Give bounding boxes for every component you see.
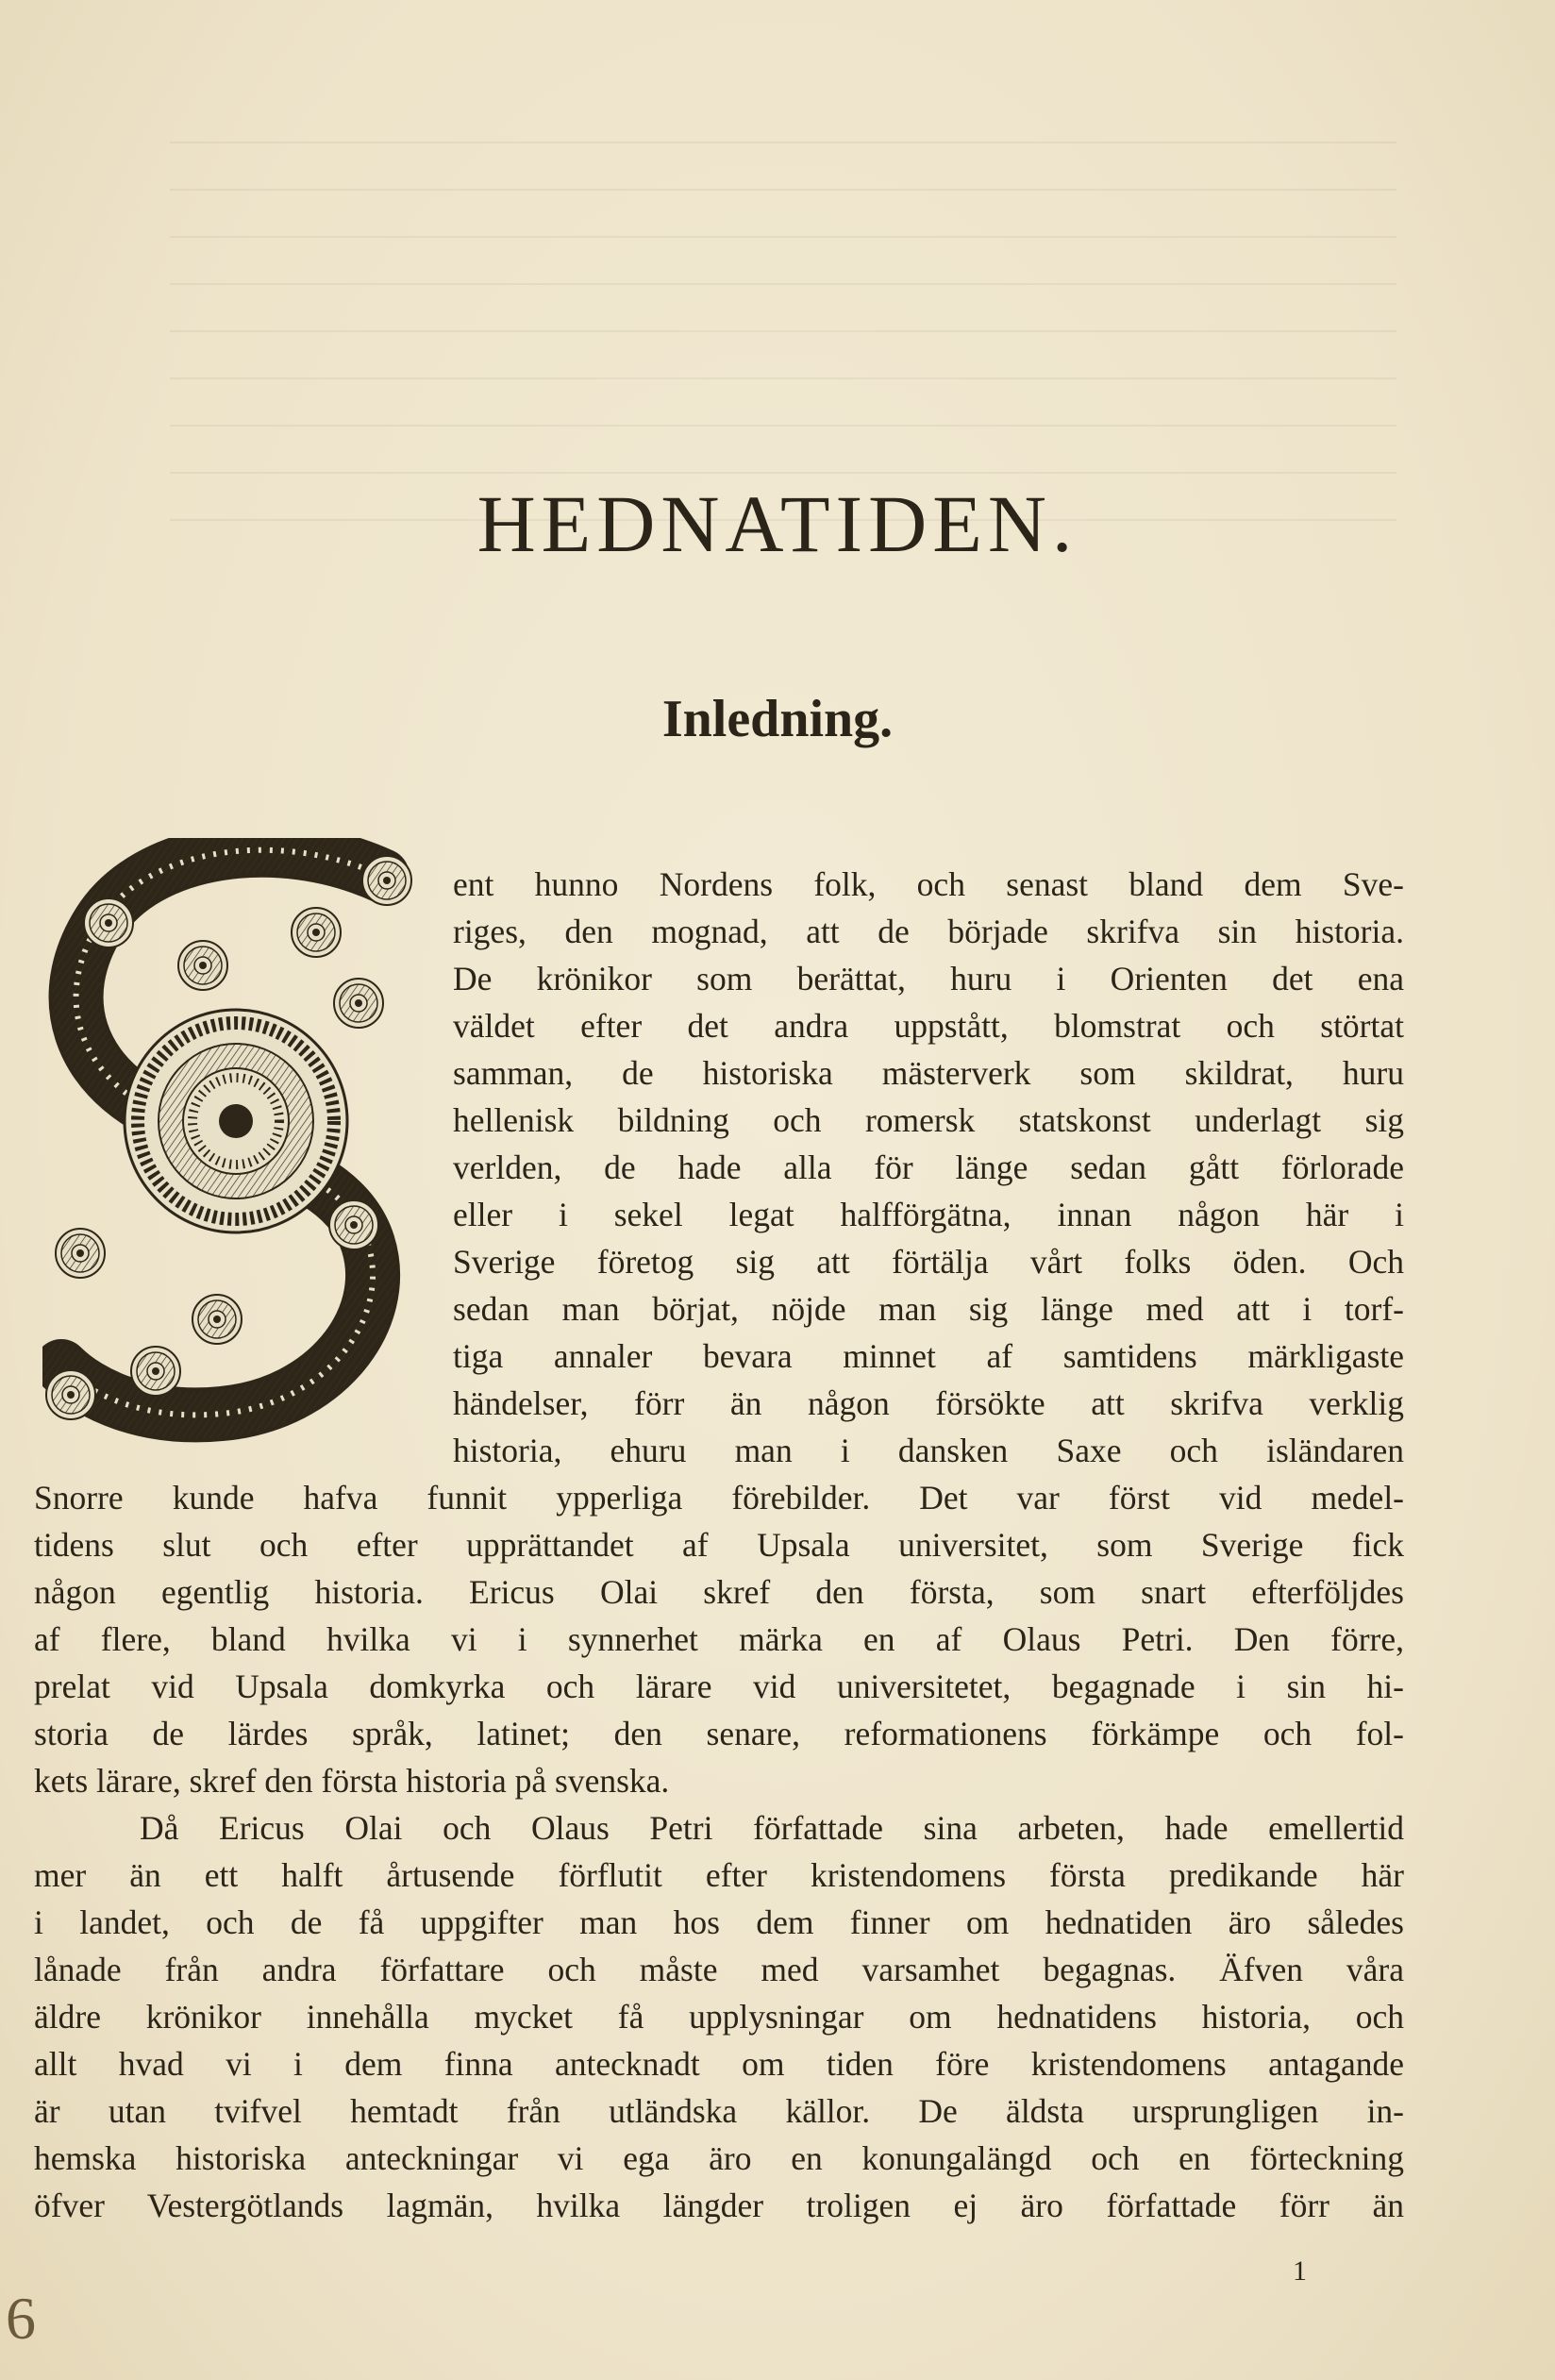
text-line: i landet, och de få uppgifter man hos dem finner om hednatiden äro således: [34, 1903, 1404, 1941]
chapter-title: HEDNATIDEN.: [477, 478, 1078, 569]
text-line: lånade från andra författare och måste med varsamhet begagnas. Äfven våra: [34, 1951, 1404, 1988]
text-line: mer än ett halft årtusende förflutit efter kristendomens första predikande här: [34, 1856, 1404, 1894]
text-line: prelat vid Upsala domkyrka och lärare vid universitetet, begagnade i sin hi-: [34, 1668, 1404, 1705]
text-line: Då Ericus Olai och Olaus Petri författade sina arbeten, hade emellertid: [140, 1809, 1404, 1847]
page-number: 1: [1293, 2255, 1307, 2287]
margin-mark: 6: [6, 2285, 36, 2352]
text-line: händelser, förr än någon försökte att skrifva verklig: [453, 1384, 1404, 1422]
text-line: ent hunno Nordens folk, och senast bland dem Sve-: [453, 865, 1404, 903]
text-line: De krönikor som berättat, huru i Orienten det ena: [453, 960, 1404, 997]
text-line: är utan tvifvel hemtadt från utländska källor. De äldsta ursprungligen in-: [34, 2092, 1404, 2130]
text-line: hemska historiska anteckningar vi ega äro en konungalängd och en förteckning: [34, 2139, 1404, 2177]
text-line: hellenisk bildning och romersk statskonst underlagt sig: [453, 1101, 1404, 1139]
text-line: eller i sekel legat halfförgätna, innan någon här i: [453, 1196, 1404, 1233]
text-line: riges, den mognad, att de började skrifva sin historia.: [453, 913, 1404, 950]
text-line: sedan man börjat, nöjde man sig länge med att i torf-: [453, 1290, 1404, 1328]
text-line: tiga annaler bevara minnet af samtidens märkligaste: [453, 1337, 1404, 1375]
paragraph-2: [34, 1804, 1404, 2229]
ornamental-initial-s: [42, 838, 429, 1451]
paragraph-1-intro: [453, 861, 1404, 1474]
paragraph-1-continued: [34, 1474, 1404, 1804]
text-line: någon egentlig historia. Ericus Olai skref den första, som snart efterföljdes: [34, 1573, 1404, 1611]
text-line: tidens slut och efter upprättandet af Upsala universitet, som Sverige fick: [34, 1526, 1404, 1564]
text-line: storia de lärdes språk, latinet; den senare, reformationens förkämpe och fol-: [34, 1715, 1404, 1752]
text-line: Sverige företog sig att förtälja vårt folks öden. Och: [453, 1243, 1404, 1281]
text-line: allt hvad vi i dem finna antecknadt om tiden före kristendomens antagande: [34, 2045, 1404, 2083]
text-line: öfver Vestergötlands lagmän, hvilka längder troligen ej äro författade förr än: [34, 2187, 1404, 2224]
text-line: historia, ehuru man i dansken Saxe och isländaren: [453, 1432, 1404, 1469]
text-line: väldet efter det andra uppstått, blomstrat och störtat: [453, 1007, 1404, 1045]
section-title: Inledning.: [661, 690, 894, 748]
text-line: af flere, bland hvilka vi i synnerhet märka en af Olaus Petri. Den förre,: [34, 1620, 1404, 1658]
text-line: äldre krönikor innehålla mycket få upplysningar om hednatidens historia, och: [34, 1998, 1404, 2036]
text-line: kets lärare, skref den första historia på svenska.: [34, 1762, 670, 1800]
text-line: verlden, de hade alla för länge sedan gått förlorade: [453, 1148, 1404, 1186]
text-line: Snorre kunde hafva funnit ypperliga förebilder. Det var först vid medel-: [34, 1479, 1404, 1517]
text-line: samman, de historiska mästerverk som skildrat, huru: [453, 1054, 1404, 1092]
